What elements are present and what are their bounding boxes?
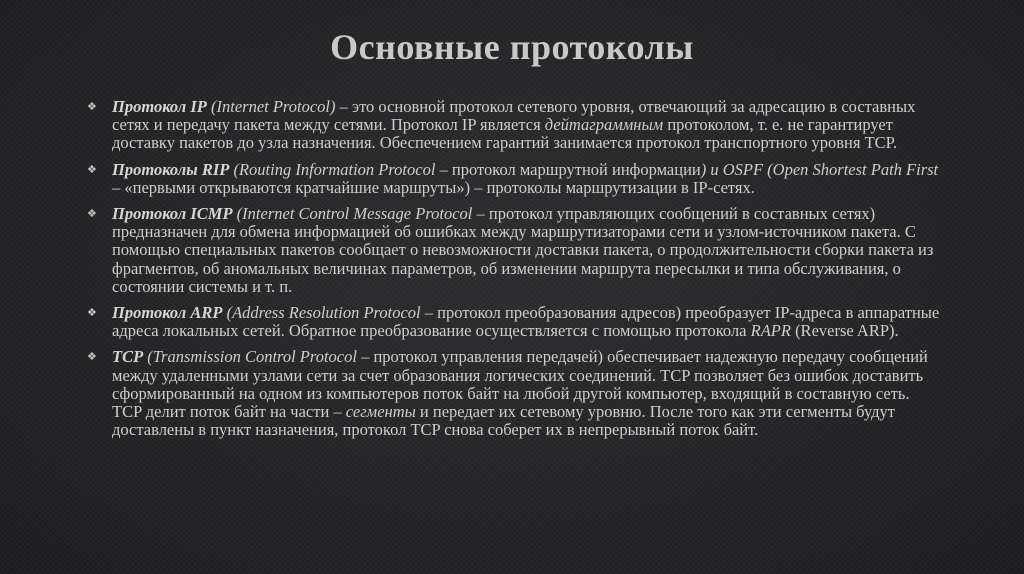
protocol-list (87, 97, 942, 447)
slide-title: Основные протоколы (330, 27, 694, 67)
list-item (87, 159, 942, 197)
item-text: протокол преобразования адресов) преобразует IP-адреса в аппаратные адреса локальных сетей. Обратное преобразование осуществляется с помощью протокола (112, 303, 940, 341)
diamond-bullet-icon: ❖ (87, 163, 97, 176)
item-text: дейтаграммным (544, 115, 664, 135)
protocol-name: Протоколы RIP (112, 159, 230, 179)
item-text: это основной протокол сетевого уровня, отвечающий за адресацию в составных сетях и передачу пакета между сетями. Протокол IP является (112, 97, 916, 135)
protocol-name: TCP (112, 347, 144, 367)
item-text: (Internet Protocol) – (206, 97, 352, 116)
item-text: (Internet Control Message Protocol – (232, 204, 489, 224)
diamond-bullet-icon: ❖ (87, 101, 97, 113)
item-text: протокол маршрутной информации (451, 159, 701, 179)
item-text: (Routing Information Protocol – (229, 159, 452, 179)
item-text: (Reverse ARP). (790, 321, 899, 341)
item-text: протоколом, т. е. не гарантирует доставку пакетов до узла назначения. Обеспечением гарантий занимается протокол транспортного уровня TCP. (112, 115, 898, 153)
list-item (87, 97, 942, 153)
item-text: протокол управляющих сообщений в составных сетях) предназначен для обмена информацией об ошибках между маршрутизаторами сети и узлом-источником пакета. С помощью специальных пакетов сообщает о невозможности доставки пакета, о продолжительности сборки пакета из фрагментов, об аномальных величинах параметров, об изменении маршрута пересылки и типа обслуживания, о состоянии системы и т. п. (112, 204, 934, 296)
protocol-name: Протокол IP (112, 97, 207, 116)
diamond-bullet-icon: ❖ (87, 208, 97, 221)
diamond-bullet-icon: ❖ (87, 351, 97, 364)
item-text: сегменты (345, 402, 416, 422)
item-text: и передает их сетевому уровню. После того как эти сегменты будут доставлены в пункт назначения, протокол TCP снова соберет их в непрерывный поток байт. (112, 402, 896, 440)
item-text: (Transmission Control Protocol – (143, 347, 374, 367)
protocol-name: Протокол ARP (112, 303, 223, 323)
diamond-bullet-icon: ❖ (87, 307, 97, 320)
list-item (87, 303, 942, 341)
item-text: RAPR (750, 321, 791, 341)
item-text: протокол управления передачей) обеспечивает надежную передачу сообщений между удаленными узлами сети за счет образования логических соединений. TCP позволяет без ошибок доставить сформированный на одном из компьютеров поток байт на любой другой компьютер, входящий в составную сеть. TCP делит поток байт на части – (112, 347, 928, 422)
item-text: (Address Resolution Protocol – (222, 303, 438, 323)
item-text: «первыми открываются кратчайшие маршруты») – протоколы маршрутизации в IP-сетях. (124, 177, 755, 197)
item-text: ) и OSPF (Open Shortest Path First – (112, 159, 939, 197)
list-item (87, 204, 942, 296)
list-item (87, 347, 942, 440)
protocol-name: Протокол ICMP (112, 204, 233, 224)
